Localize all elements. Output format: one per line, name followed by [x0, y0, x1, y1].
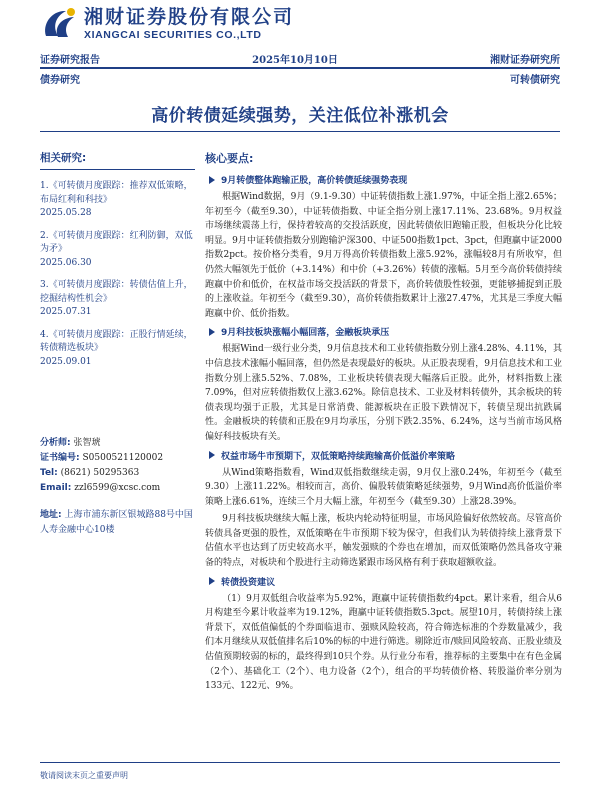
related-research-item[interactable] [40, 279, 195, 320]
analyst-tel: (8621) 50295363 [60, 468, 140, 478]
analyst-email-label: Email: [40, 483, 72, 493]
related-research-item[interactable] [40, 329, 195, 370]
related-research-title: 3.《可转债月度跟踪：转债估值上升，挖掘结构性机会》 [40, 280, 193, 304]
bullet-triangle-icon [209, 176, 215, 184]
address-block [40, 508, 195, 537]
analyst-cert-label: 证书编号: [40, 453, 80, 463]
section-paragraph: 从Wind策略指数看，Wind双低指数继续走弱，9月仅上涨0.24%，年初至今（截至9.30）上涨11.22%。相较而言，高价、偏股转债策略延续强势，9月Wind高价低溢价率策略上涨6.61%，连续三个月大幅上涨，年初至今（截至9.30）上涨28.39%。 [205, 467, 562, 507]
related-research-title: 4.《可转债月度跟踪：正股行情延续，转债精选板块》 [40, 329, 193, 353]
address-text: 上海市浦东新区银城路88号中国人寿金融中心10楼 [40, 510, 193, 535]
related-research-title: 1.《可转债月度跟踪：推荐双低策略，布局红利和科技》 [40, 181, 193, 205]
header-row-top [40, 50, 560, 66]
section-title: 9月科技板块涨幅小幅回落，金融板块承压 [205, 325, 562, 338]
analyst-email[interactable]: zzl6599@xcsc.com [74, 483, 161, 493]
header-divider [40, 67, 560, 69]
bullet-triangle-icon [209, 577, 215, 585]
analyst-cert-row [40, 451, 195, 466]
company-name-en: XIANGCAI SECURITIES CO.,LTD [84, 29, 262, 41]
analyst-info [40, 436, 195, 496]
analyst-tel-label: Tel: [40, 468, 58, 478]
address-label: 地址: [40, 510, 62, 520]
report-title: 高价转债延续强势，关注低位补涨机会 [151, 106, 449, 126]
related-research-heading: 相关研究: [40, 150, 195, 170]
logo-mark-icon [40, 6, 80, 42]
header-row-bottom [40, 70, 560, 86]
related-research-date: 2025.09.01 [40, 356, 92, 367]
related-research-item[interactable] [40, 180, 195, 221]
bullet-triangle-icon [209, 451, 215, 459]
section-title: 权益市场牛市预期下，双低策略持续跑输高价低溢价率策略 [205, 449, 562, 462]
related-research-date: 2025.06.30 [40, 257, 92, 268]
report-subcategory: 可转债研究 [510, 74, 560, 86]
analyst-cert: S0500521120002 [82, 453, 164, 463]
section-paragraph: 根据Wind一级行业分类，9月信息技术和工业转债指数分别上涨4.28%、4.11%，其中信息技术涨幅小幅回落，但仍然是表现最好的板块。从正股表现看，9月信息技术和工业指数分别上涨5.52%、7.08%，工业板块转债表现大幅落后正股。此外，材料指数上涨7.09%，但对应转债指数仅上涨3.62%。除信息技术、工业及材料转债外，其余板块的转债表现均强于正股，尤其是日常消费、能源板块在正股下跌情况下，转债呈现出抗跌属性。金融板块的转债和正股在9月均承压，分别下跌2.35%、6.24%，这与当前市场风格偏好科技板块有关。 [205, 344, 562, 442]
main-content [205, 150, 562, 697]
related-research-date: 2025.07.31 [40, 307, 92, 317]
section-paragraph: 9月科技板块继续大幅上涨，板块内轮动特征明显，市场风险偏好依然较高。尽管高价转债具备更强的股性，双低策略在牛市预期下较为保守，但我们认为转债持续上涨背景下估值水平也达到了历史较高水平，触发强赎的个券也在增加，而双低策略仍然具备攻守兼备的特点，对板块和个股进行主动筛选紧跟市场风格有利于获取超额收益。 [205, 514, 562, 569]
section-title: 转债投资建议 [205, 575, 562, 588]
analyst-email-row [40, 481, 195, 496]
report-category: 债券研究 [40, 74, 80, 86]
company-logo [40, 6, 294, 42]
analyst-name: 张智琥 [73, 438, 101, 448]
section-title: 9月转债整体跑输正股，高价转债延续强势表现 [205, 173, 562, 186]
related-research-date: 2025.05.28 [40, 208, 92, 218]
bullet-triangle-icon [209, 328, 215, 336]
report-type: 证券研究报告 [40, 54, 100, 66]
analyst-name-row [40, 436, 195, 451]
key-points-heading: 核心要点: [205, 152, 254, 165]
analyst-name-label: 分析师: [40, 438, 71, 448]
section-paragraph: （1）9月双低组合收益率为5.92%，跑赢中证转债指数约4pct。累计来看，组合从6月构建至今累计收益率为19.12%，跑赢中证转债指数5.3pct。展望10月，转债持续上涨背景下，双低值偏低的个券面临退市、强赎风险较高，符合筛选标准的个券数量减少，我们本月继续从双低值排名后10%的标的中进行筛选。剔除近市/赎回风险较高、正股业绩及估值预期较弱的标的，最终得到10只个券。从行业分布看，推荐标的主要集中在有色金属（2个）、基础化工（2个）、电力设备（2个），组合的平均转债价格、转股溢价率分别为133元、122元、9%。 [205, 593, 562, 692]
related-research-list [40, 180, 195, 369]
section-paragraph: 根据Wind数据，9月（9.1-9.30）中证转债指数上涨1.97%，中证全指上涨2.65%；年初至今（截至9.30），中证转债指数、中证全指分别上涨17.11%、23.68%。9月权益市场继续震荡上行，保持着较高的交投活跃度，因此转债依旧跑输正股，但板块分化比较明显。9月中证转债指数分别跑输沪深300、中证500指数1pct、3pct，但跑赢中证2000指数2pct。按价格分类看，9月万得高价转债指数上涨5.92%，涨幅较8月有所收窄，但仍然大幅领先于低价（+3.14%）和中价（+3.26%）转债的涨幅。5月至今高价转债持续跑赢中价和低价，在权益市场交投活跃的背景下，高价转债股性较强，更能够捕捉到正股的上涨收益。年初至今（截至9.30），高价转债指数累计上涨27.47%，尤其是三季度大幅跑赢中价、低价指数。 [205, 192, 562, 319]
footer-disclaimer[interactable]: 敬请阅读末页之重要声明 [40, 771, 128, 780]
related-research [40, 150, 195, 378]
related-research-title: 2.《可转债月度跟踪：红利防御，双低为矛》 [40, 230, 193, 254]
related-research-item[interactable] [40, 230, 195, 271]
footer-divider [40, 762, 560, 763]
title-divider [40, 131, 560, 132]
institute-name: 湘财证券研究所 [489, 54, 560, 66]
report-date: 2025年10月10日 [252, 54, 338, 66]
analyst-tel-row [40, 466, 195, 481]
company-name-cn: 湘财证券股份有限公司 [84, 6, 295, 28]
